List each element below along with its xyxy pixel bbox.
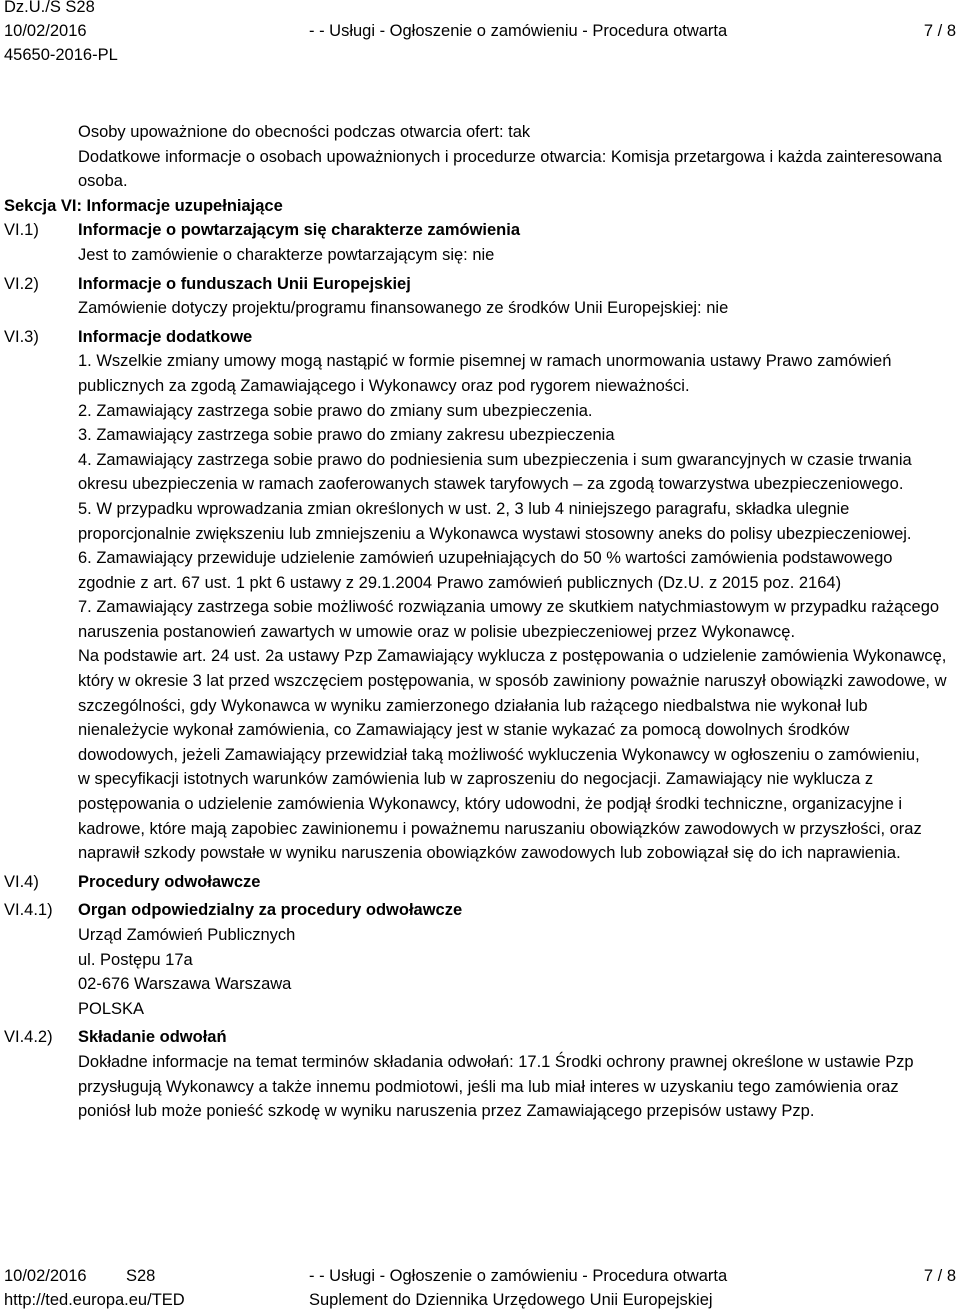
address-city: 02-676 Warszawa Warszawa bbox=[78, 975, 292, 994]
section-vi42 bbox=[0, 1025, 960, 1123]
section-heading: Informacje o funduszach Unii Europejskiej bbox=[78, 274, 411, 293]
paragraph: 5. W przypadku wprowadzania zmian określonych w ust. 2, 3 lub 4 niniejszego paragrafu, składka ulegnie proporcjonalnie zwiększeniu lub zmniejszeniu a Wykonawca wystawi stosowny aneks do polisy ubezpieczeniowej. bbox=[78, 499, 912, 543]
document-body bbox=[0, 120, 960, 1124]
section-number: VI.2) bbox=[4, 274, 39, 293]
paragraph: 1. Wszelkie zmiany umowy mogą nastąpić w formie pisemnej w ramach unormowania ustawy Prawo zamówień publicznych za zgodą Zamawiającego i Wykonawcy oraz pod rygorem nieważności. bbox=[78, 352, 892, 395]
section-vi4 bbox=[0, 870, 960, 895]
section-vi3 bbox=[0, 325, 960, 866]
section-heading: Organ odpowiedzialny za procedury odwoławcze bbox=[78, 901, 463, 920]
address-country: POLSKA bbox=[78, 999, 145, 1018]
section-number: VI.4.2) bbox=[4, 1028, 53, 1047]
header-page-number: 7 / 8 bbox=[923, 22, 956, 40]
section-number: VI.4.1) bbox=[4, 901, 53, 920]
paragraph: 2. Zamawiający zastrzega sobie prawo do zmiany sum ubezpieczenia. bbox=[78, 401, 593, 420]
opening-info: Dodatkowe informacje o osobach upoważnionych i procedurze otwarcia: Komisja przetargowa i każda zainteresowana osoba. bbox=[78, 147, 942, 191]
address-name: Urząd Zamówień Publicznych bbox=[78, 926, 296, 944]
section-vi41 bbox=[0, 898, 960, 1021]
paragraph: 7. Zamawiający zastrzega sobie możliwość rozwiązania umowy ze skutkiem natychmiastowym w przypadku rażącego naruszenia postanowień zawartych w umowie oraz w polisie ubezpieczeniowej przez Wykonawcę. bbox=[78, 598, 940, 641]
section-heading: Procedury odwoławcze bbox=[78, 872, 261, 891]
header-doc-id: 45650-2016-PL bbox=[4, 46, 118, 64]
section-vi2 bbox=[0, 272, 960, 321]
section-vi1 bbox=[0, 218, 960, 267]
section-heading: Informacje dodatkowe bbox=[78, 327, 253, 346]
paragraph: 4. Zamawiający zastrzega sobie prawo do podniesienia sum ubezpieczenia i sum gwarancyjnych w czasie trwania okresu ubezpieczenia w ramach zaoferowanych stawek taryfowych – za zgodą towarzystwa ubezpieczeniowego. bbox=[78, 450, 912, 494]
section-heading: Składanie odwołań bbox=[78, 1028, 227, 1047]
paragraph: Na podstawie art. 24 ust. 2a ustawy Pzp Zamawiający wyklucza z postępowania o udzielenie zamówienia Wykonawcę, który w okresie 3 lat przed wszczęciem postępowania, w sposób zawiniony poważnie naruszył obowiązki zawodowe, w szczególności, gdy Wykonawca w wyniku zamierzonego działania lub rażącego niedbalstwa nie wykonał lub nienależycie wykonał zamówienia, co Zamawiający jest w stanie wykazać za pomocą dowolnych środków dowodowych, jeżeli Zamawiający przewidział taką możliwość wykluczenia Wykonawcy w ogłoszeniu o zamówieniu, bbox=[78, 647, 947, 764]
page-footer bbox=[4, 1264, 956, 1311]
section-number: VI.4) bbox=[4, 872, 39, 891]
opening-attendance: Osoby upoważnione do obecności podczas otwarcia ofert: tak bbox=[78, 123, 531, 141]
section-number: VI.1) bbox=[4, 221, 39, 240]
section-title: Sekcja VI: Informacje uzupełniające bbox=[4, 196, 283, 215]
footer-page-number: 7 / 8 bbox=[923, 1267, 956, 1285]
header-title: - - Usługi - Ogłoszenie o zamówieniu - Procedura otwarta bbox=[309, 22, 728, 40]
paragraph: 3. Zamawiający zastrzega sobie prawo do zmiany zakresu ubezpieczenia bbox=[78, 426, 615, 445]
footer-date: 10/02/2016 bbox=[4, 1267, 87, 1285]
section-text: Zamówienie dotyczy projektu/programu finansowanego ze środków Unii Europejskiej: nie bbox=[78, 299, 729, 318]
footer-title: - - Usługi - Ogłoszenie o zamówieniu - Procedura otwarta bbox=[309, 1267, 728, 1285]
section-number: VI.3) bbox=[4, 327, 39, 346]
section-text: Jest to zamówienie o charakterze powtarzającym się: nie bbox=[78, 245, 495, 264]
section-heading: Informacje o powtarzającym się charakterze zamówienia bbox=[78, 221, 521, 240]
address-street: ul. Postępu 17a bbox=[78, 950, 193, 969]
header-date: 10/02/2016 bbox=[4, 22, 87, 40]
footer-supplement: Suplement do Dziennika Urzędowego Unii Europejskiej bbox=[309, 1291, 713, 1309]
section-text: Dokładne informacje na temat terminów składania odwołań: 17.1 Środki ochrony prawnej określone w ustawie Pzp przysługują Wykonawcy a także innemu podmiotowi, jeśli ma lub miał interes w uzyskaniu tego zamówienia oraz poniósł lub może ponieść szkodę w wyniku naruszenia przez Zamawiającego przepisów ustawy Pzp. bbox=[78, 1052, 914, 1121]
paragraph: 6. Zamawiający przewiduje udzielenie zamówień uzupełniających do 50 % wartości zamówienia podstawowego zgodnie z art. 67 ust. 1 pkt 6 ustawy z 29.1.2004 Prawo zamówień publicznych (Dz.U. z 2015 poz. 2164) bbox=[78, 549, 893, 592]
page-header bbox=[4, 0, 956, 70]
footer-url-link[interactable]: http://ted.europa.eu/TED bbox=[4, 1291, 185, 1309]
paragraph: w specyfikacji istotnych warunków zamówienia lub w zaproszeniu do negocjacji. Zamawiający nie wyklucza z postępowania o udzielenie zamówienia Wykonawcy, który udowodni, że podjął środki techniczne, organizacyjne i kadrowe, które mają zapobiec zawinionemu i poważnemu naruszaniu obowiązków zawodowych w przyszłości, oraz naprawił szkody powstałe w wyniku naruszenia obowiązków zawodowych lub zobowiązał się do ich naprawienia. bbox=[78, 770, 922, 863]
header-journal: Dz.U./S S28 bbox=[4, 0, 95, 16]
footer-journal: S28 bbox=[126, 1267, 156, 1285]
